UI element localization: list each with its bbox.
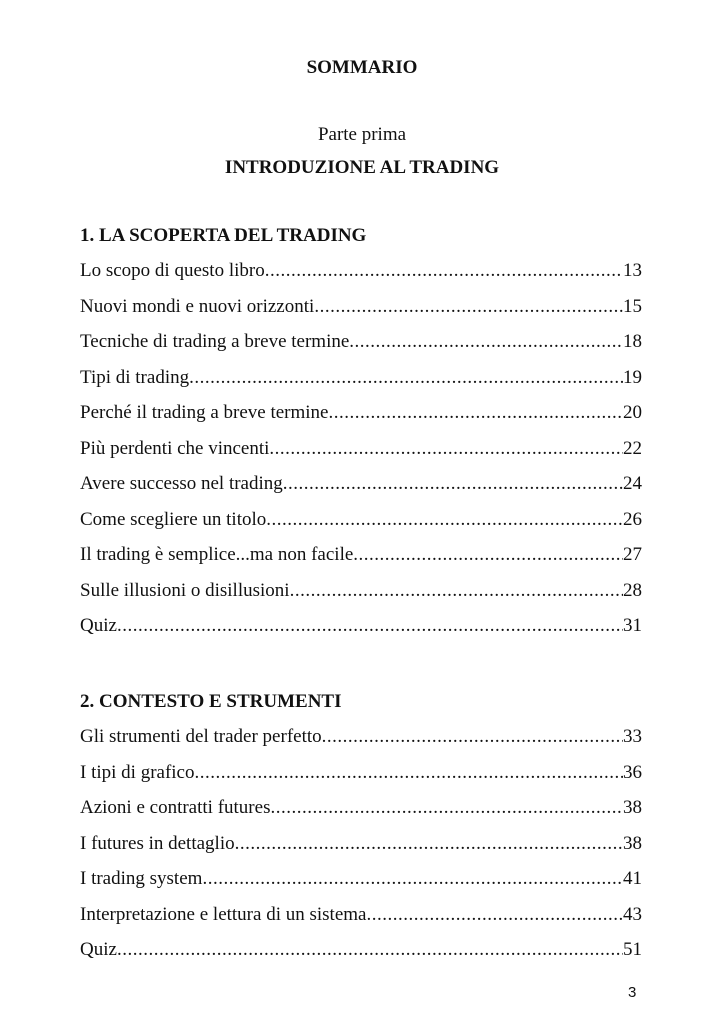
entry-title: I futures in dettaglio bbox=[80, 832, 235, 854]
dot-leader bbox=[235, 832, 623, 856]
entry-page-number: 38 bbox=[623, 832, 642, 854]
entry-title: Tipi di trading bbox=[80, 366, 190, 388]
entry-page-number: 38 bbox=[623, 797, 642, 818]
entry-title: Avere successo nel trading bbox=[80, 473, 283, 494]
entry-page-number: 28 bbox=[623, 579, 642, 601]
dot-leader bbox=[265, 259, 623, 283]
dot-leader bbox=[189, 366, 623, 390]
entry-page-number: 36 bbox=[623, 761, 642, 783]
dot-leader bbox=[270, 796, 623, 820]
toc-entry bbox=[80, 938, 642, 974]
chapter-1 bbox=[80, 224, 642, 650]
toc-entry bbox=[80, 543, 642, 579]
entry-page-number: 31 bbox=[623, 615, 642, 636]
dot-leader bbox=[195, 761, 624, 785]
toc-entry bbox=[80, 832, 642, 868]
entry-page-number: 24 bbox=[623, 473, 642, 494]
dot-leader bbox=[266, 508, 623, 532]
entry-title: Nuovi mondi e nuovi orizzonti bbox=[80, 295, 315, 317]
entry-title: Quiz bbox=[80, 939, 117, 960]
entry-page-number: 22 bbox=[623, 437, 642, 459]
entry-title: Come scegliere un titolo bbox=[80, 508, 267, 530]
dot-leader bbox=[314, 295, 623, 319]
entry-title: Tecniche di trading a breve termine bbox=[80, 331, 350, 352]
entry-title: Più perdenti che vincenti bbox=[80, 437, 270, 459]
dot-leader bbox=[202, 867, 623, 891]
dot-leader bbox=[290, 579, 623, 603]
chapter-heading: 1. LA SCOPERTA DEL TRADING bbox=[80, 225, 367, 246]
entry-page-number: 26 bbox=[623, 508, 642, 530]
dot-leader bbox=[353, 543, 623, 567]
entry-page-number: 15 bbox=[623, 295, 642, 317]
entry-title: I tipi di grafico bbox=[80, 761, 195, 783]
entry-title: Interpretazione e lettura di un sistema bbox=[80, 903, 367, 925]
dot-leader bbox=[328, 401, 623, 425]
dot-leader bbox=[283, 472, 623, 496]
toc-entry bbox=[80, 401, 642, 437]
dot-leader bbox=[269, 437, 623, 461]
toc-entry bbox=[80, 472, 642, 508]
entry-title: Sulle illusioni o disillusioni bbox=[80, 579, 290, 601]
toc-entry bbox=[80, 761, 642, 797]
entry-page-number: 51 bbox=[623, 939, 642, 960]
page-number: 3 bbox=[628, 984, 637, 1001]
entry-title: Il trading è semplice...ma non facile bbox=[80, 544, 354, 565]
toc-entry bbox=[80, 614, 642, 650]
toc-entry bbox=[80, 437, 642, 473]
part-title: INTRODUZIONE AL TRADING bbox=[224, 157, 500, 178]
toc-entry bbox=[80, 330, 642, 366]
toc-entry bbox=[80, 796, 642, 832]
toc-entry bbox=[80, 366, 642, 402]
entry-title: Azioni e contratti futures bbox=[80, 797, 271, 818]
entry-title: Perché il trading a breve termine bbox=[80, 402, 329, 423]
toc-entry bbox=[80, 259, 642, 295]
entry-page-number: 20 bbox=[623, 402, 642, 423]
entry-page-number: 33 bbox=[623, 726, 642, 747]
entry-page-number: 13 bbox=[623, 260, 642, 281]
chapter-heading: 2. CONTESTO E STRUMENTI bbox=[80, 691, 342, 712]
document-title: SOMMARIO bbox=[306, 57, 418, 78]
entry-page-number: 27 bbox=[623, 544, 642, 565]
chapter-2 bbox=[80, 690, 642, 974]
dot-leader bbox=[117, 614, 623, 638]
entry-title: Gli strumenti del trader perfetto bbox=[80, 726, 322, 747]
toc-entry bbox=[80, 725, 642, 761]
entry-title: Lo scopo di questo libro bbox=[80, 260, 265, 281]
entry-page-number: 41 bbox=[623, 868, 642, 889]
dot-leader bbox=[349, 330, 623, 354]
entry-page-number: 43 bbox=[623, 903, 642, 925]
entry-title: Quiz bbox=[80, 615, 117, 636]
toc-entry bbox=[80, 903, 642, 939]
part-label: Parte prima bbox=[317, 124, 407, 145]
dot-leader bbox=[322, 725, 623, 749]
toc-entry bbox=[80, 508, 642, 544]
toc-entry bbox=[80, 579, 642, 615]
toc-entry bbox=[80, 867, 642, 903]
dot-leader bbox=[117, 938, 623, 962]
dot-leader bbox=[366, 903, 623, 927]
entry-page-number: 19 bbox=[623, 366, 642, 388]
entry-title: I trading system bbox=[80, 868, 203, 889]
entry-page-number: 18 bbox=[623, 331, 642, 352]
toc-entry bbox=[80, 295, 642, 331]
